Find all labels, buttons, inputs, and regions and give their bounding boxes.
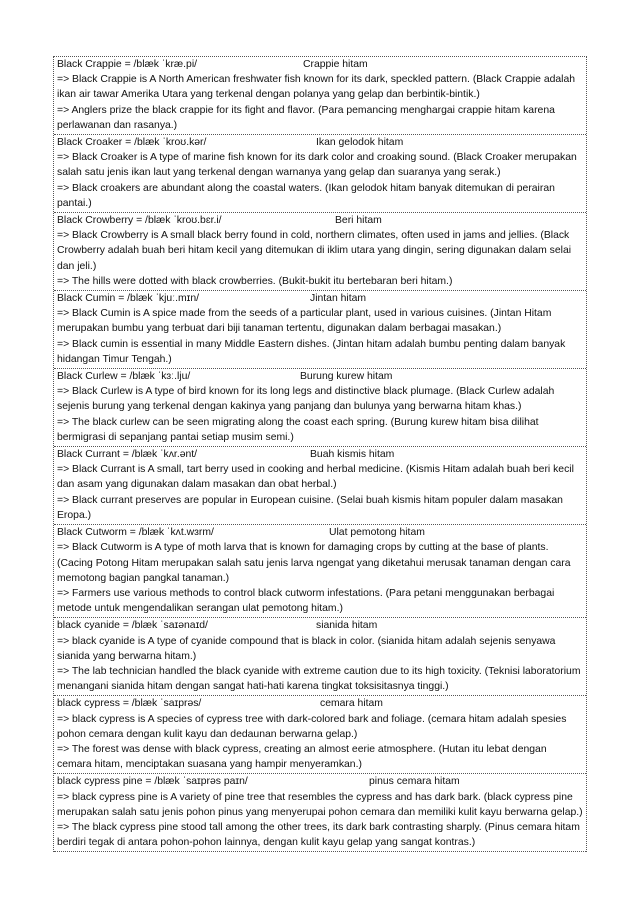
entry-term: Black Curlew = /blæk ˈkɜː.lju/ [57,371,191,383]
entry-head [57,696,583,711]
entry-head [57,525,583,540]
entry-black-cypress-pine [54,774,586,852]
entry-black-crowberry [54,213,586,291]
entry-translation: Ikan gelodok hitam [316,137,404,149]
entry-black-crappie [54,57,586,135]
vocabulary-list [53,56,587,852]
entry-term: black cypress pine = /blæk ˈsaɪprəs paɪn/ [57,776,248,788]
entry-head [57,291,583,306]
entry-translation: Burung kurew hitam [300,371,393,383]
entry-head [57,369,583,384]
entry-definition: => black cyanide is A type of cyanide compound that is black in color. (sianida hitam adalah sejenis senyawa sianida yang berwarna hitam.) [57,635,556,662]
entry-example: => Anglers prize the black crappie for its fight and flavor. (Para pemancing menghargai crappie hitam karena perlawanan dan rasanya.) [57,104,555,131]
entry-translation: cemara hitam [320,698,383,710]
entry-black-currant [54,447,586,525]
entry-example: => Farmers use various methods to control black cutworm infestations. (Para petani menggunakan berbagai metode untuk mengendalikan serangan ulat pemotong hitam.) [57,587,555,615]
entry-example: => The lab technician handled the black cyanide with extreme caution due to its high toxicity. (Teknisi laboratorium menangani sianida hitam dengan sangat hati-hati karena tingkat toksisitasnya tinggi.) [57,665,581,693]
entry-definition: => Black Currant is A small, tart berry used in cooking and herbal medicine. (Kismis Hitam adalah buah beri kecil dan asam yang digunakan dalam masakan dan obat herbal.) [57,464,574,491]
entry-example: => The black curlew can be seen migrating along the coast each spring. (Burung kurew hitam bisa dilihat bermigrasi di sepanjang pantai setiap musim semi.) [57,416,539,443]
entry-translation: sianida hitam [316,620,378,632]
entry-example: => Black currant preserves are popular in European cuisine. (Selai buah kismis hitam populer dalam masakan Eropa.) [57,494,563,521]
entry-term: black cyanide = /blæk ˈsaɪənaɪd/ [57,620,208,632]
entry-black-cumin [54,291,586,369]
entry-definition: => Black Crowberry is A small black berry found in cold, northern climates, often used in jams and jellies. (Black Crowberry adalah buah beri hitam kecil yang ditemukan di iklim utara yang dingin, sering digunakan dalam selai dan jeli.) [57,230,572,272]
entry-term: Black Currant = /blæk ˈkʌr.ənt/ [57,449,198,461]
entry-definition: => Black Croaker is A type of marine fish known for its dark color and croaking sound. (Black Croaker merupakan salah satu jenis ikan laut yang terkenal dengan warnanya yang gelap dan suaranya yang serak.) [57,152,577,179]
entry-black-cypress [54,696,586,774]
entry-black-cutworm [54,525,586,618]
entry-example: => The black cypress pine stood tall among the other trees, its dark bark contrasting sharply. (Pinus cemara hitam berdiri tegak di antara pohon-pohon lainnya, dengan kulit kayu gelap yang sangat kontras.) [57,821,580,849]
entry-head [57,213,583,228]
entry-black-cyanide [54,618,586,696]
entry-term: Black Crappie = /blæk ˈkræ.pi/ [57,59,198,70]
entry-definition: => black cypress pine is A variety of pine tree that resembles the cypress and has dark bark. (black cypress pine merupakan salah satu jenis pohon pinus yang menyerupai pohon cemara dan memiliki kulit kayu berwarna gelap.) [57,791,583,818]
entry-head [57,774,583,789]
entry-black-curlew [54,369,586,447]
entry-definition: => Black Cumin is A spice made from the seeds of a particular plant, used in various cuisines. (Jintan Hitam merupakan bumbu yang terbuat dari biji tanaman tertentu, digunakan dalam berbagai masakan.) [57,308,552,335]
entry-definition: => black cypress is A species of cypress tree with dark-colored bark and foliage. (cemara hitam adalah spesies pohon cemara dengan kulit kayu dan dedaunan berwarna gelap.) [57,713,567,740]
entry-translation: pinus cemara hitam [369,776,460,788]
entry-head [57,57,583,72]
entry-head [57,447,583,462]
entry-term: Black Crowberry = /blæk ˈkroʊ.bɛr.i/ [57,215,222,227]
entry-translation: Jintan hitam [310,293,367,305]
entry-term: Black Cutworm = /blæk ˈkʌt.wɜrm/ [57,527,214,539]
entry-translation: Crappie hitam [303,59,368,70]
entry-term: black cypress = /blæk ˈsaɪprəs/ [57,698,202,710]
entry-example: => Black croakers are abundant along the coastal waters. (Ikan gelodok hitam banyak ditemukan di perairan pantai.) [57,182,555,209]
entry-head [57,135,583,150]
entry-translation: Ulat pemotong hitam [329,527,425,539]
entry-example: => Black cumin is essential in many Middle Eastern dishes. (Jintan hitam adalah bumbu penting dalam banyak hidangan Timur Tengah.) [57,338,566,365]
entry-definition: => Black Curlew is A type of bird known for its long legs and distinctive black plumage. (Black Curlew adalah sejenis burung yang terkenal dengan kakinya yang panjang dan bulunya yang berwarna hitam khas.) [57,386,555,413]
entry-example: => The hills were dotted with black crowberries. (Bukit-bukit itu bertebaran beri hitam.) [57,275,453,287]
entry-head [57,618,583,633]
entry-term: Black Croaker = /blæk ˈkroʊ.kər/ [57,137,207,149]
entry-translation: Beri hitam [335,215,382,227]
entry-definition: => Black Cutworm is A type of moth larva that is known for damaging crops by cutting at the base of plants. (Cacing Potong Hitam merupakan salah satu jenis larva ngengat yang diketahui merusak tanaman dengan cara memotong bagian pangkal tanaman.) [57,542,571,584]
entry-definition: => Black Crappie is A North American freshwater fish known for its dark, speckled pattern. (Black Crappie adalah ikan air tawar Amerika Utara yang terkenal dengan polanya yang gelap dan berbintik-bintik.) [57,74,576,101]
entry-example: => The forest was dense with black cypress, creating an almost eerie atmosphere. (Hutan itu lebat dengan cemara hitam, menciptakan suasana yang hampir menyeramkan.) [57,743,547,771]
entry-term: Black Cumin = /blæk ˈkjuː.mɪn/ [57,293,199,305]
entry-black-croaker [54,135,586,213]
entry-translation: Buah kismis hitam [310,449,395,461]
